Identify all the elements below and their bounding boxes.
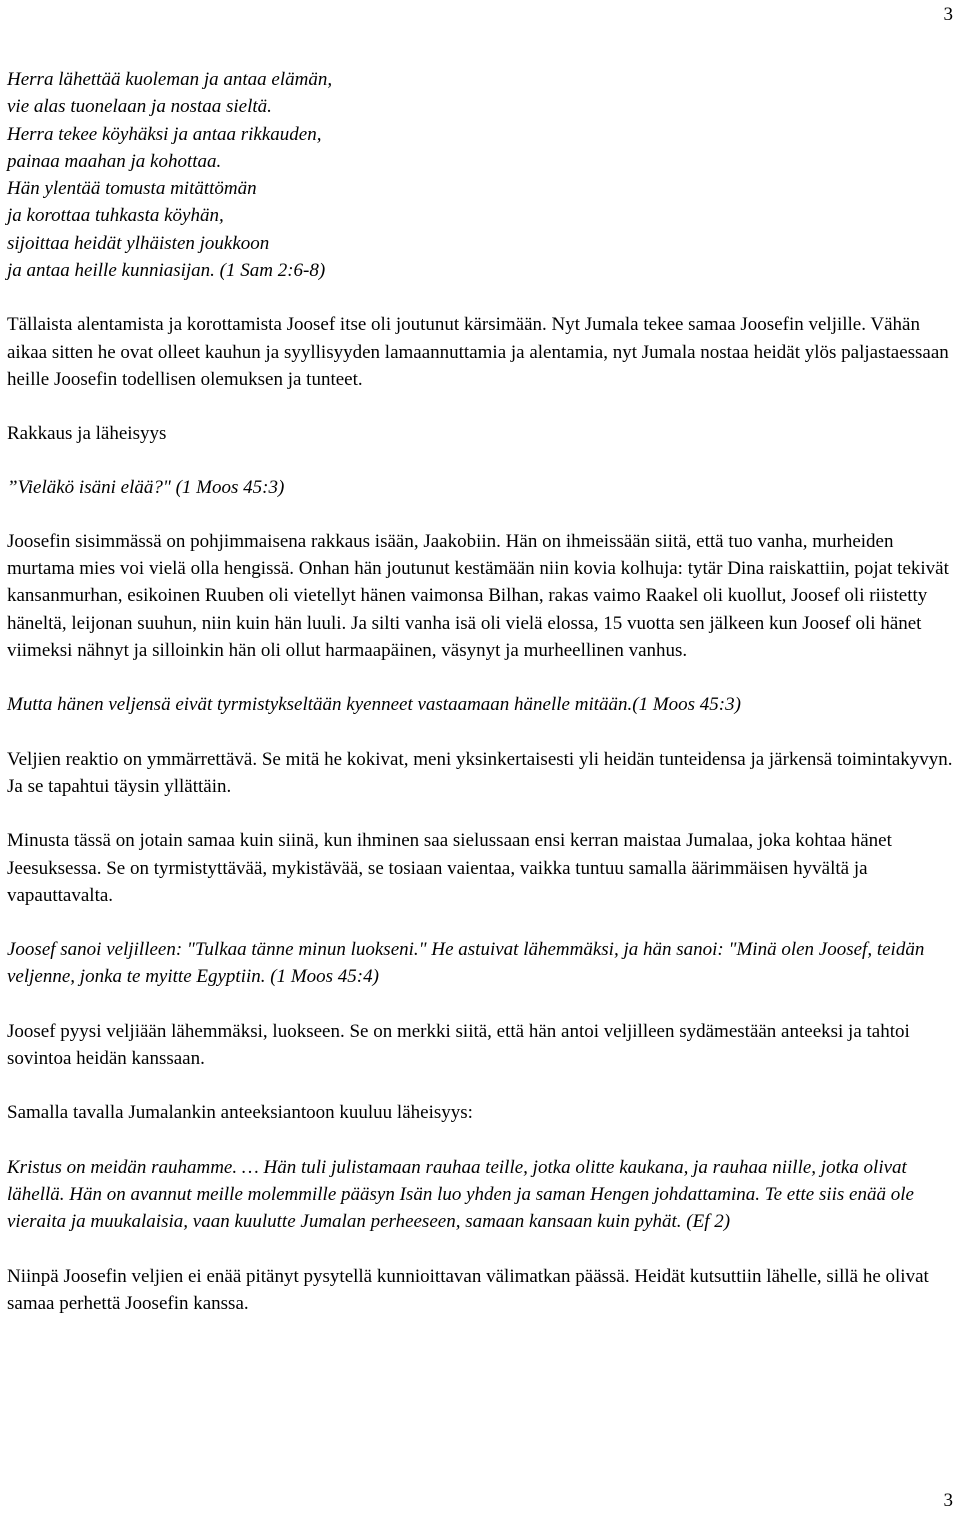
poem-line: vie alas tuonelaan ja nostaa sieltä.: [7, 96, 272, 118]
poem-line: painaa maahan ja kohottaa.: [7, 150, 222, 172]
paragraph-1: Tällaista alentamista ja korottamista Joosef itse oli joutunut kärsimään. Nyt Jumala tekee samaa Joosefin veljille. Vähän aikaa sitten he ovat olleet kauhun ja syyllisyyden lamaannuttamia ja alentamia, nyt Jumala nostaa heidät ylös paljastaessaan heille Joosefin todellisen olemuksen ja tunteet.: [7, 314, 954, 390]
poem-line: Herra tekee köyhäksi ja antaa rikkauden,: [7, 123, 322, 145]
quote-2: Mutta hänen veljensä eivät tyrmistykseltään kyenneet vastaamaan hänelle mitään.(1 Moos 45:3): [7, 694, 741, 716]
page-number-bottom: 3: [943, 1490, 953, 1511]
quote-4: Kristus on meidän rauhamme. … Hän tuli julistamaan rauhaa teille, jotka olitte kaukana, ja rauhaa niille, jotka olivat lähellä. Hän on avannut meille molemmille pääsyn Isän luo yhden ja saman Hengen johdattamina. Te ette siis enää ole vieraita ja muukalaisia, vaan kuulutte Jumalan perheeseen, samaan kansaan kuin pyhät. (Ef 2): [7, 1156, 919, 1233]
paragraph-7: Niinpä Joosefin veljien ei enää pitänyt pysytellä kunnioittavan välimatkan päässä. Heidät kutsuttiin lähelle, sillä he olivat samaa perhettä Joosefin kanssa.: [7, 1265, 934, 1314]
paragraph-4: Minusta tässä on jotain samaa kuin siinä, kun ihminen saa sielussaan ensi kerran maistaa Jumalaa, joka kohtaa hänet Jeesuksessa. Se on tyrmistyttävää, mykistävää, se tosiaan vaientaa, vaikka tuntuu samalla äärimmäisen hyvältä ja vapauttavalta.: [7, 830, 897, 906]
document-body: [7, 66, 958, 1317]
poem-block: [7, 66, 953, 284]
poem-line: ja antaa heille kunniasijan. (1 Sam 2:6-8): [7, 260, 326, 282]
poem-line: sijoittaa heidät ylhäisten joukkoon: [7, 232, 270, 254]
quote-1: ”Vieläkö isäni elää?" (1 Moos 45:3): [7, 476, 285, 498]
paragraph-5: Joosef pyysi veljiään lähemmäksi, luokseen. Se on merkki siitä, että hän antoi veljilleen sydämestään anteeksi ja tahtoi sovintoa heidän kanssaan.: [7, 1020, 915, 1070]
quote-3: Joosef sanoi veljilleen: "Tulkaa tänne minun luokseni." He astuivat lähemmäksi, ja hän sanoi: "Minä olen Joosef, teidän veljenne, jonka te myitte Egyptiin. (1 Moos 45:4): [7, 939, 930, 988]
page-number-top: 3: [943, 4, 953, 25]
section-heading: Rakkaus ja läheisyys: [7, 423, 167, 445]
poem-line: Hän ylentää tomusta mitättömän: [7, 178, 257, 200]
poem-line: Herra lähettää kuoleman ja antaa elämän,: [7, 69, 333, 90]
paragraph-3: Veljien reaktio on ymmärrettävä. Se mitä he kokivat, meni yksinkertaisesti yli heidän tunteidensa ja järkensä toimintakyvyn. Ja se tapahtui täysin yllättäin.: [7, 748, 958, 797]
poem-line: ja korottaa tuhkasta köyhän,: [7, 205, 224, 227]
paragraph-2: Joosefin sisimmässä on pohjimmaisena rakkaus isään, Jaakobiin. Hän on ihmeissään siitä, että tuo vanha, murheiden murtama mies voi vielä olla hengissä. Onhan hän joutunut kestämään niin kovia kolhuja: tytär Dina raiskattiin, pojat tekivät kansanmurhan, esikoinen Ruuben oli vietellyt hänen vaimonsa Bilhan, rakas vaimo Raakel oli kuollut, Joosef oli riistetty häneltä, leijonan suuhun, niin kuin hän luuli. Ja silti vanha isä oli vielä elossa, 15 vuotta sen jälkeen kun Joosef oli hänet viimeksi nähnyt ja silloinkin hän oli ollut harmaapäinen, väsynyt ja murheellinen vanhus.: [7, 530, 954, 662]
paragraph-6: Samalla tavalla Jumalankin anteeksiantoon kuuluu läheisyys:: [7, 1102, 473, 1124]
